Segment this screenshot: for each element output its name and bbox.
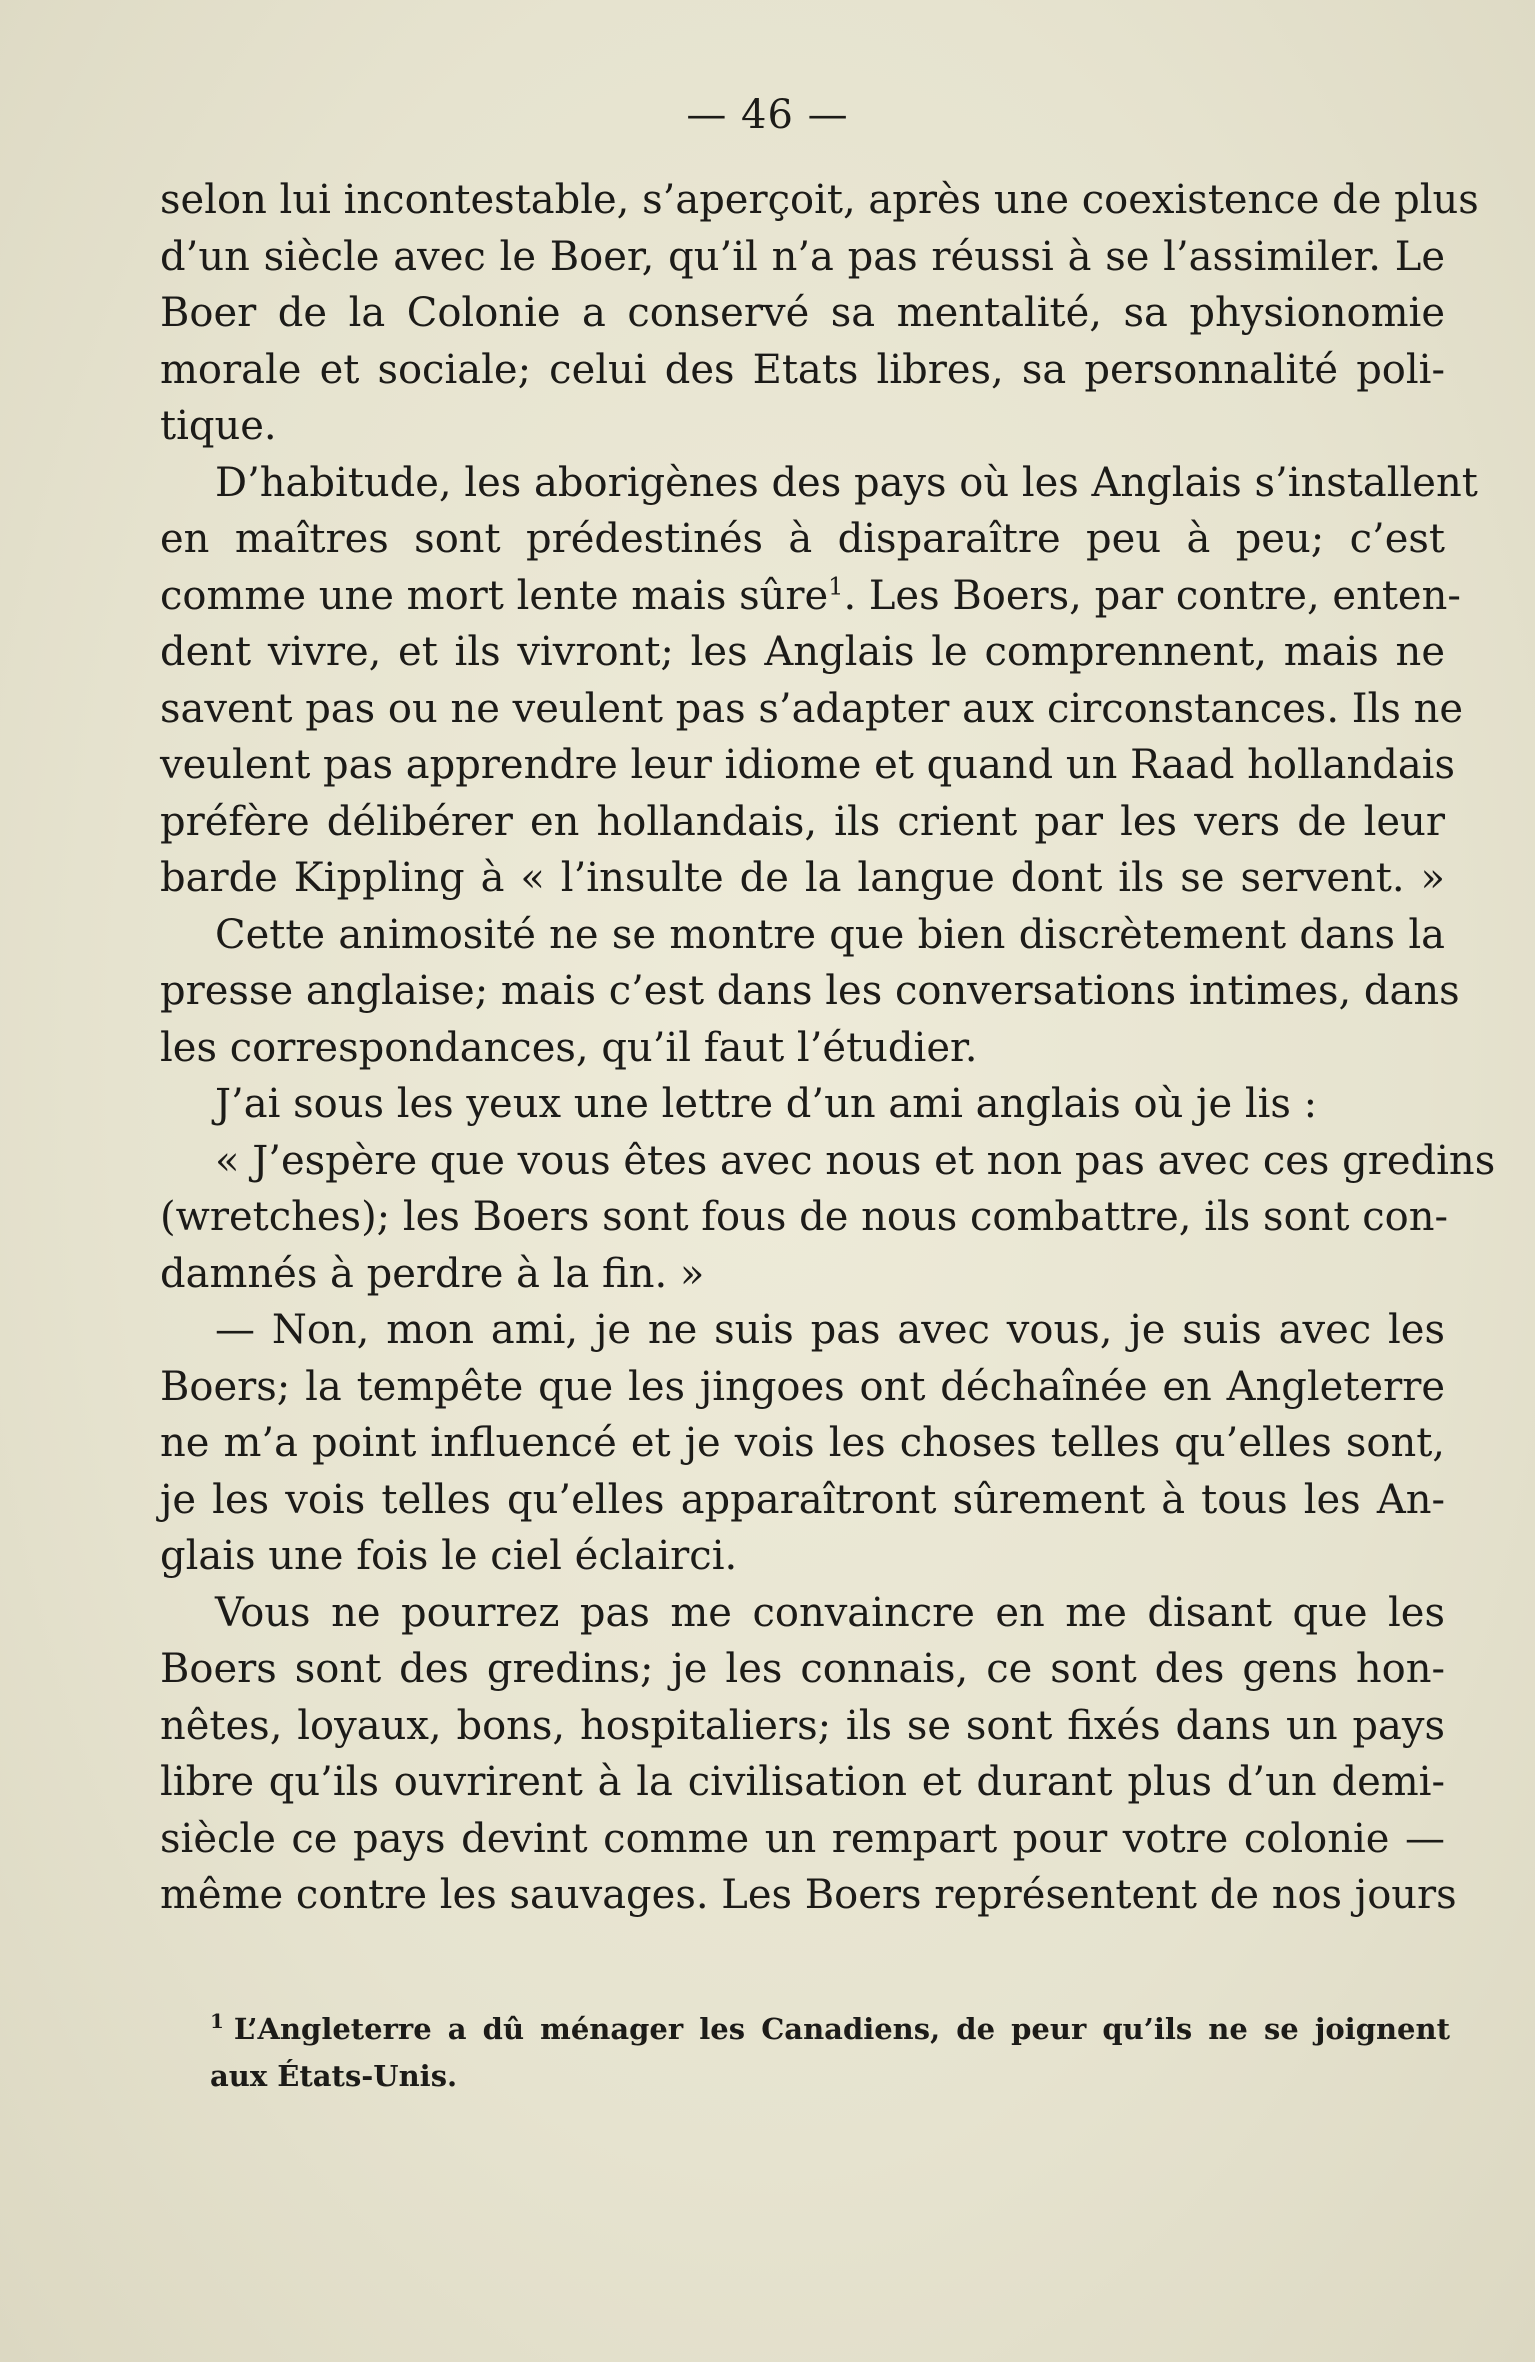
text-line: préfère délibérer en hollandais, ils crient par les vers de leur	[160, 798, 1445, 845]
text-line: dent vivre, et ils vivront; les Anglais le comprennent, mais ne	[160, 629, 1445, 675]
text-line: Boers sont des gredins; je les connais, ce sont des gens hon-	[160, 1646, 1445, 1692]
text-line: glais une fois le ciel éclairci.	[160, 1533, 738, 1579]
text-line: je les vois telles qu’elles apparaîtront sûrement à tous les An-	[160, 1476, 1445, 1523]
footnote	[210, 2006, 1450, 2100]
text-line: D’habitude, les aborigènes des pays où les Anglais s’installent	[215, 459, 1478, 506]
text-line: tique.	[160, 403, 277, 449]
text-line: d’un siècle avec le Boer, qu’il n’a pas réussi à se l’assimiler. Le	[160, 233, 1445, 280]
text-line: libre qu’ils ouvrirent à la civilisation et durant plus d’un demi-	[160, 1759, 1445, 1805]
text-line: savent pas ou ne veulent pas s’adapter aux circonstances. Ils ne	[160, 685, 1464, 732]
text-line-with-footnote-ref	[160, 568, 1461, 625]
footnote-text: L’Angleterre a dû ménager les Canadiens, de peur qu’ils ne se joignent	[233, 2012, 1450, 2046]
text-segment: . Les Boers, par contre, enten-	[843, 572, 1461, 619]
text-line: les correspondances, qu’il faut l’étudier.	[160, 1024, 978, 1071]
text-line: en maîtres sont prédestinés à disparaître peu à peu; c’est	[160, 516, 1445, 562]
footnote-ref[interactable]: 1	[828, 572, 844, 601]
text-line: Cette animosité ne se montre que bien discrètement dans la	[215, 911, 1445, 958]
body-text	[160, 172, 1496, 1924]
footnote-line	[210, 2006, 1450, 2053]
page-number: — 46 —	[686, 92, 849, 138]
text-line: veulent pas apprendre leur idiome et quand un Raad hollandais	[160, 742, 1455, 788]
text-line: (wretches); les Boers sont fous de nous combattre, ils sont con-	[160, 1194, 1448, 1240]
text-line: siècle ce pays devint comme un rempart pour votre colonie —	[160, 1815, 1445, 1862]
text-line: — Non, mon ami, je ne suis pas avec vous, je suis avec les	[215, 1307, 1445, 1353]
footnote-number: 1	[210, 2009, 224, 2034]
text-line: damnés à perdre à la fin. »	[160, 1250, 705, 1297]
text-line: nêtes, loyaux, bons, hospitaliers; ils se sont fixés dans un pays	[160, 1702, 1445, 1749]
text-line: barde Kippling à « l’insulte de la langue dont ils se servent. »	[160, 855, 1445, 901]
text-line: Boer de la Colonie a conservé sa mentalité, sa physionomie	[160, 290, 1445, 336]
text-line: même contre les sauvages. Les Boers représentent de nos jours	[160, 1872, 1457, 1918]
text-line: morale et sociale; celui des Etats libres, sa personnalité poli-	[160, 346, 1445, 393]
text-line: « J’espère que vous êtes avec nous et non pas avec ces gredins	[215, 1137, 1496, 1184]
text-line: presse anglaise; mais c’est dans les conversations intimes, dans	[160, 968, 1460, 1014]
text-line: selon lui incontestable, s’aperçoit, après une coexistence de plus	[160, 177, 1479, 223]
footnote-line: aux États-Unis.	[210, 2059, 458, 2093]
text-line: J’ai sous les yeux une lettre d’un ami anglais où je lis :	[215, 1081, 1318, 1127]
text-line: Boers; la tempête que les jingoes ont déchaînée en Angleterre	[160, 1363, 1445, 1410]
text-segment: comme une mort lente mais sûre	[160, 572, 829, 619]
text-line: Vous ne pourrez pas me convaincre en me disant que les	[215, 1589, 1445, 1636]
text-line: ne m’a point influencé et je vois les choses telles qu’elles sont,	[160, 1420, 1445, 1466]
